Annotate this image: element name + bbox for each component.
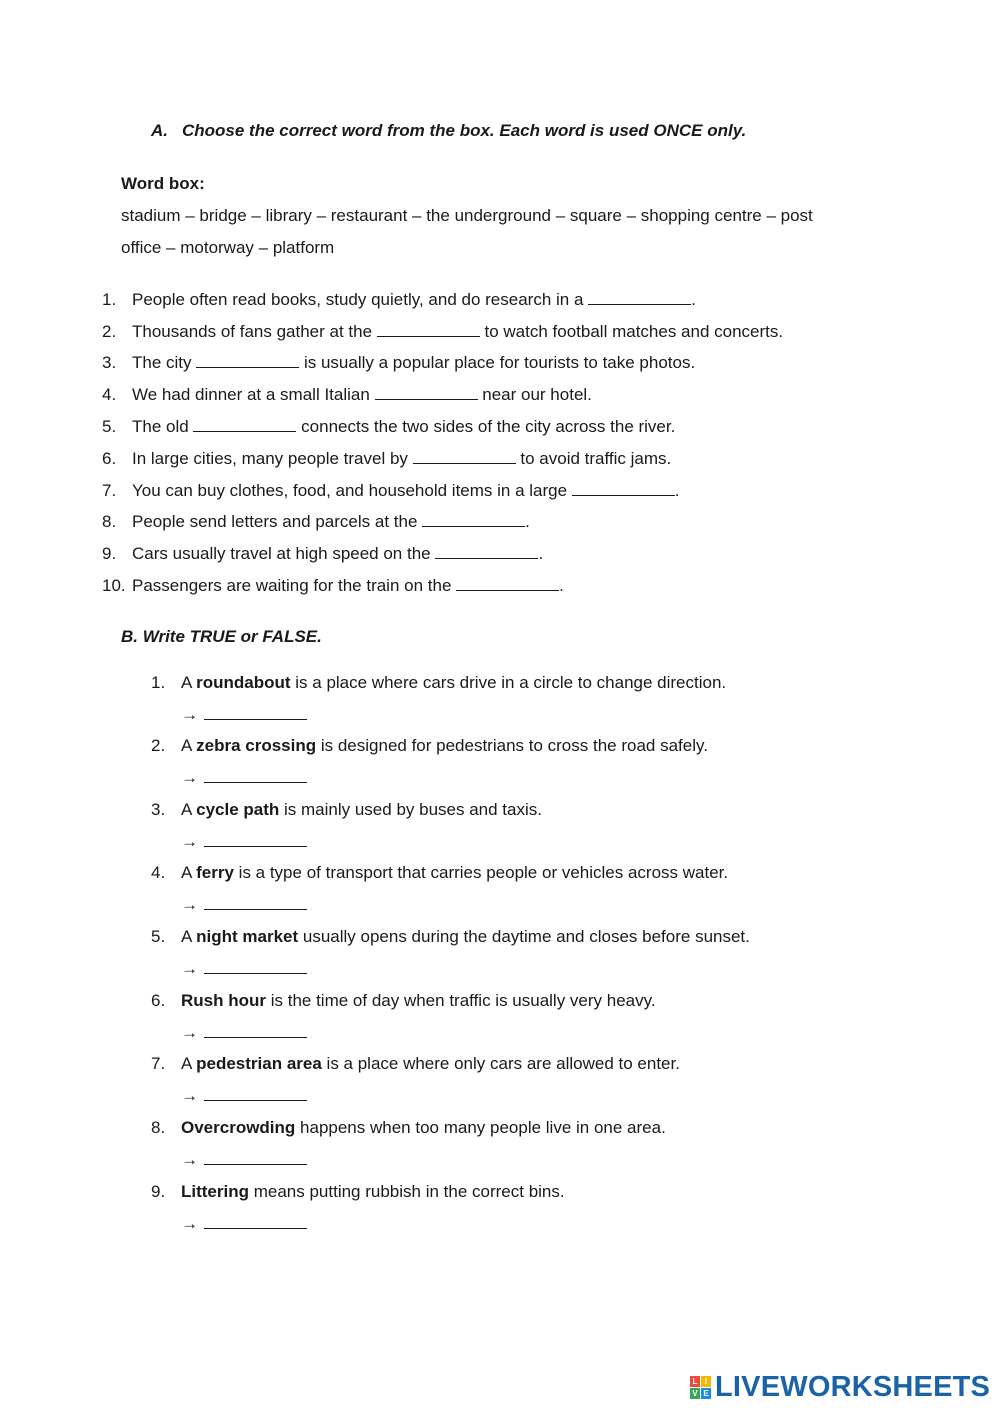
section-a-heading — [151, 121, 746, 141]
logo-text: LIVEWORKSHEETS — [715, 1371, 991, 1403]
answer-line — [181, 895, 307, 915]
statement-text-post: is a place where only cars are allowed to enter. — [321, 1054, 680, 1073]
statement-number: 3. — [151, 800, 166, 819]
question-text-before: You can buy clothes, food, and household items in a large — [132, 481, 572, 500]
statement-keyword: cycle path — [196, 800, 280, 819]
question-number: 10. — [102, 576, 126, 595]
question-row — [102, 353, 695, 373]
statement-keyword: pedestrian area — [196, 1054, 322, 1073]
question-row — [102, 417, 675, 437]
statement-row — [151, 1054, 680, 1074]
statement-row — [151, 736, 708, 756]
question-number: 5. — [102, 417, 117, 436]
statement-number: 4. — [151, 863, 166, 882]
answer-blank[interactable] — [377, 322, 480, 337]
statement-text-pre: A — [181, 863, 197, 882]
section-a-letter: A. — [151, 121, 168, 140]
statement-keyword: zebra crossing — [196, 736, 317, 755]
logo-cube: I — [701, 1376, 711, 1387]
answer-blank[interactable] — [435, 544, 538, 559]
question-text-before: People send letters and parcels at the — [132, 512, 423, 531]
statement-row — [151, 991, 656, 1011]
statement-keyword: Littering — [181, 1182, 249, 1201]
answer-blank[interactable] — [422, 512, 525, 527]
logo-cube: V — [690, 1388, 700, 1399]
question-number: 6. — [102, 449, 117, 468]
true-false-blank[interactable] — [204, 768, 307, 783]
statement-number: 6. — [151, 991, 166, 1010]
arrow-icon: → — [181, 1150, 198, 1169]
logo-cube: L — [690, 1376, 700, 1387]
true-false-blank[interactable] — [204, 1214, 307, 1229]
true-false-blank[interactable] — [204, 895, 307, 910]
statement-keyword: ferry — [196, 863, 234, 882]
question-number: 1. — [102, 290, 117, 309]
statement-keyword: night market — [196, 927, 299, 946]
arrow-icon: → — [181, 959, 198, 978]
true-false-blank[interactable] — [204, 959, 307, 974]
statement-text-pre: A — [181, 673, 197, 692]
arrow-icon: → — [181, 832, 198, 851]
word-box-line-2: office – motorway – platform — [121, 238, 335, 257]
statement-text-post: happens when too many people live in one area. — [295, 1118, 666, 1137]
arrow-icon: → — [181, 1214, 198, 1233]
question-text-after: . — [691, 290, 696, 309]
answer-blank[interactable] — [196, 353, 299, 368]
statement-number: 2. — [151, 736, 166, 755]
statement-keyword: roundabout — [196, 673, 291, 692]
answer-line — [181, 1214, 307, 1234]
statement-row — [151, 1118, 666, 1138]
question-text-before: Passengers are waiting for the train on the — [132, 576, 457, 595]
question-text-after: is usually a popular place for tourists to take photos. — [299, 353, 696, 372]
question-text-after: to avoid traffic jams. — [515, 449, 672, 468]
question-row — [102, 449, 671, 469]
question-text-after: . — [674, 481, 680, 500]
statement-row — [151, 927, 750, 947]
true-false-blank[interactable] — [204, 705, 307, 720]
question-row — [102, 322, 783, 342]
statement-number: 8. — [151, 1118, 166, 1137]
question-row — [102, 481, 680, 501]
question-number: 2. — [102, 322, 117, 341]
answer-line — [181, 1086, 307, 1106]
statement-text-pre: A — [181, 1054, 197, 1073]
answer-line — [181, 768, 307, 788]
question-text-before: The old — [132, 417, 194, 436]
question-text-after: . — [559, 576, 564, 595]
statement-text-post: is the time of day when traffic is usually very heavy. — [266, 991, 656, 1010]
answer-blank[interactable] — [572, 481, 675, 496]
logo-cube: E — [701, 1388, 711, 1399]
question-text-after: near our hotel. — [477, 385, 592, 404]
logo-cubes-icon — [690, 1376, 711, 1399]
answer-blank[interactable] — [588, 290, 691, 305]
statement-text-post: is mainly used by buses and taxis. — [279, 800, 542, 819]
answer-blank[interactable] — [413, 449, 516, 464]
statement-text-pre: A — [181, 927, 197, 946]
liveworksheets-logo — [690, 1371, 990, 1404]
answer-line — [181, 705, 307, 725]
statement-text-post: means putting rubbish in the correct bins. — [249, 1182, 565, 1201]
statement-text-post: usually opens during the daytime and closes before sunset. — [298, 927, 750, 946]
statement-text-post: is designed for pedestrians to cross the road safely. — [316, 736, 708, 755]
statement-number: 9. — [151, 1182, 166, 1201]
answer-line — [181, 832, 307, 852]
question-row — [102, 385, 592, 405]
question-number: 8. — [102, 512, 117, 531]
statement-number: 5. — [151, 927, 166, 946]
question-text-after: connects the two sides of the city across the river. — [296, 417, 676, 436]
statement-text-post: is a type of transport that carries people or vehicles across water. — [233, 863, 729, 882]
question-number: 3. — [102, 353, 117, 372]
section-a-title: Choose the correct word from the box. Each word is used ONCE only. — [182, 121, 747, 140]
statement-text-post: is a place where cars drive in a circle to change direction. — [290, 673, 727, 692]
arrow-icon: → — [181, 895, 198, 914]
statement-number: 7. — [151, 1054, 166, 1073]
answer-line — [181, 959, 307, 979]
answer-blank[interactable] — [193, 417, 296, 432]
question-text-after: to watch football matches and concerts. — [479, 322, 784, 341]
question-row — [102, 290, 696, 310]
statement-row — [151, 800, 542, 820]
question-row — [102, 576, 564, 596]
question-text-before: People often read books, study quietly, and do research in a — [132, 290, 589, 309]
statement-row — [151, 863, 728, 883]
question-number: 4. — [102, 385, 117, 404]
question-row — [102, 512, 530, 532]
section-b-title: B. Write TRUE or FALSE. — [121, 627, 322, 646]
answer-blank[interactable] — [375, 385, 478, 400]
answer-line — [181, 1023, 307, 1043]
arrow-icon: → — [181, 1086, 198, 1105]
arrow-icon: → — [181, 768, 198, 787]
question-number: 9. — [102, 544, 117, 563]
question-row — [102, 544, 543, 564]
true-false-blank[interactable] — [204, 1023, 307, 1038]
question-number: 7. — [102, 481, 117, 500]
true-false-blank[interactable] — [204, 1150, 307, 1165]
word-box-label: Word box: — [121, 174, 205, 193]
arrow-icon: → — [181, 705, 198, 724]
statement-row — [151, 673, 726, 693]
question-text-before: In large cities, many people travel by — [132, 449, 413, 468]
question-text-before: Cars usually travel at high speed on the — [132, 544, 436, 563]
arrow-icon: → — [181, 1023, 198, 1042]
question-text-before: Thousands of fans gather at the — [132, 322, 377, 341]
question-text-after: . — [538, 544, 544, 563]
statement-keyword: Rush hour — [181, 991, 266, 1010]
statement-keyword: Overcrowding — [181, 1118, 296, 1137]
statement-text-pre: A — [181, 736, 197, 755]
question-text-before: We had dinner at a small Italian — [132, 385, 375, 404]
statement-text-pre: A — [181, 800, 197, 819]
true-false-blank[interactable] — [204, 832, 307, 847]
word-box-line-1: stadium – bridge – library – restaurant – the underground – square – shopping centre – post — [121, 206, 813, 225]
true-false-blank[interactable] — [204, 1086, 307, 1101]
question-text-before: The city — [132, 353, 197, 372]
statement-row — [151, 1182, 565, 1202]
answer-blank[interactable] — [456, 576, 559, 591]
question-text-after: . — [525, 512, 530, 531]
statement-number: 1. — [151, 673, 166, 692]
answer-line — [181, 1150, 307, 1170]
